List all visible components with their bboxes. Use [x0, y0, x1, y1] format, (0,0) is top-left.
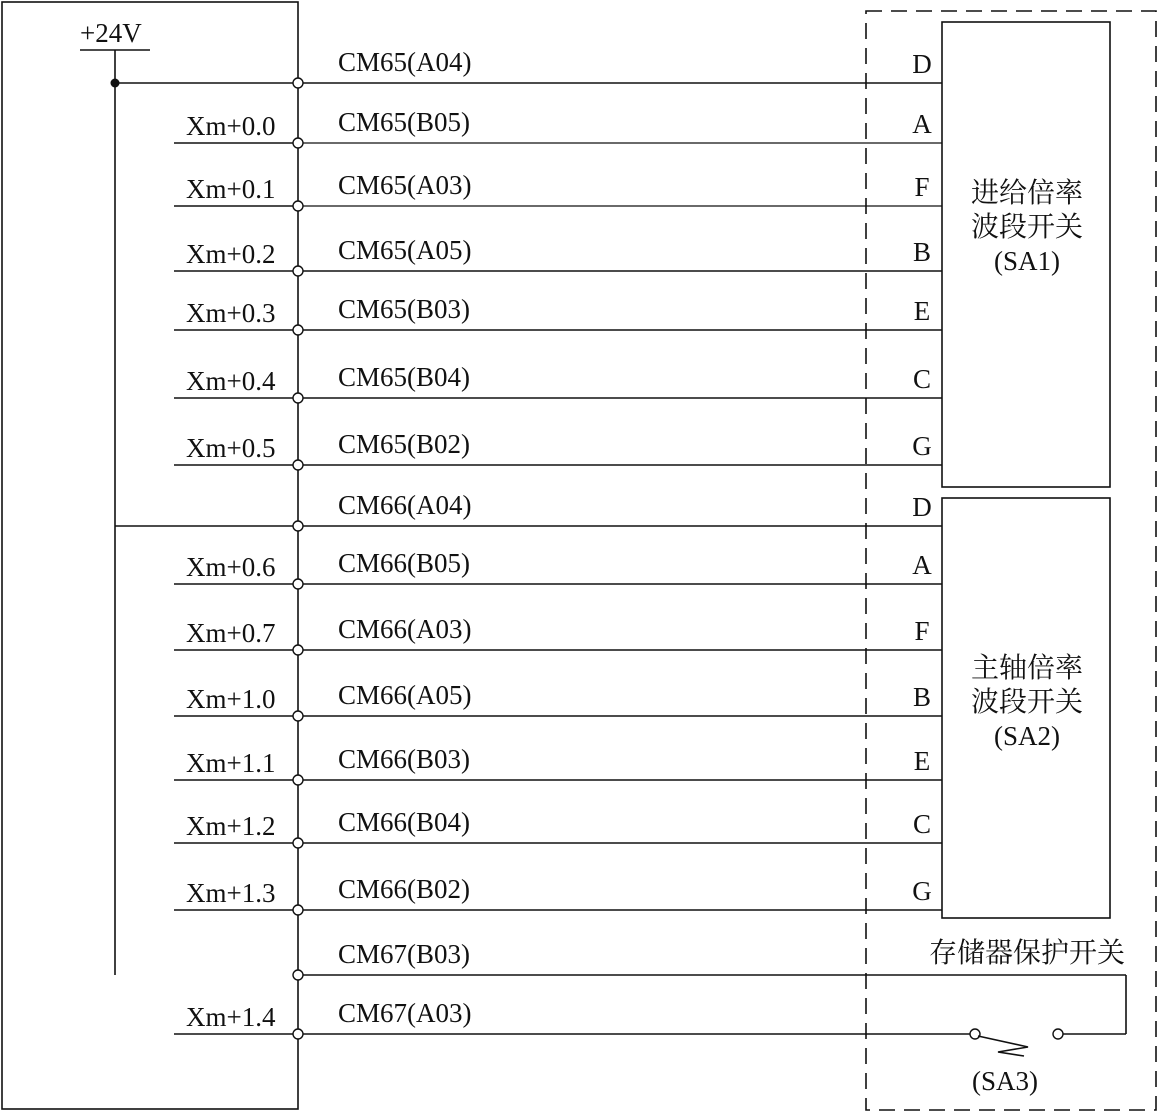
- sa1-name-line1: 进给倍率: [970, 176, 1084, 209]
- pin-label-g1-row-5: C: [912, 364, 932, 394]
- signal-label-g2-row-6: Xm+1.3: [186, 878, 276, 908]
- terminal-g1-row-1: [293, 138, 303, 148]
- pin-label-g1-row-0: D: [912, 49, 932, 79]
- pin-label-g2-row-6: G: [912, 876, 932, 906]
- sa1-designation: (SA1): [994, 246, 1060, 276]
- signal-label-g1-row-6: Xm+0.5: [186, 433, 276, 463]
- pin-label-g2-row-1: A: [912, 550, 932, 580]
- signal-label-g2-row-3: Xm+1.0: [186, 684, 276, 714]
- wiring-rows: [115, 47, 942, 1039]
- connector-label-g2-row-1: CM66(B05): [338, 548, 471, 578]
- connector-label-g1-row-5: CM65(B04): [338, 362, 471, 392]
- sa1-name-line2: 波段开关: [970, 210, 1084, 243]
- signal-label-g2-row-1: Xm+0.6: [186, 552, 276, 582]
- terminal-g3-row-0: [293, 970, 303, 980]
- terminal-g1-row-2: [293, 201, 303, 211]
- signal-label-g1-row-2: Xm+0.1: [186, 174, 276, 204]
- terminal-g3-row-1: [293, 1029, 303, 1039]
- connector-label-g1-row-2: CM65(A03): [338, 170, 472, 200]
- sa3-contact-right: [1053, 1029, 1063, 1039]
- signal-label-g2-row-5: Xm+1.2: [186, 811, 276, 841]
- terminal-g2-row-3: [293, 711, 303, 721]
- signal-label-g1-row-5: Xm+0.4: [186, 366, 276, 396]
- signal-label-g2-row-4: Xm+1.1: [186, 748, 276, 778]
- terminal-g1-row-5: [293, 393, 303, 403]
- connector-label-g1-row-4: CM65(B03): [338, 294, 471, 324]
- sa2-designation: (SA2): [994, 721, 1060, 751]
- connector-label-g1-row-6: CM65(B02): [338, 429, 471, 459]
- supply-label: +24V: [80, 18, 142, 48]
- sa2-name-line1: 主轴倍率: [970, 651, 1084, 684]
- connector-label-g2-row-3: CM66(A05): [338, 680, 472, 710]
- pin-label-g1-row-3: B: [912, 237, 932, 267]
- terminal-g2-row-5: [293, 838, 303, 848]
- connector-label-g1-row-3: CM65(A05): [338, 235, 472, 265]
- sa3-contact-left: [970, 1029, 980, 1039]
- sa3-switch-blade: [978, 1036, 1028, 1056]
- signal-label-g1-row-3: Xm+0.2: [186, 239, 276, 269]
- pin-label-g2-row-3: B: [912, 682, 932, 712]
- terminal-g1-row-0: [293, 78, 303, 88]
- connector-label-g2-row-5: CM66(B04): [338, 807, 471, 837]
- pin-label-g2-row-0: D: [912, 492, 932, 522]
- connector-label-g1-row-0: CM65(A04): [338, 47, 472, 77]
- connector-label-g2-row-0: CM66(A04): [338, 490, 472, 520]
- pin-label-g2-row-4: E: [913, 746, 931, 776]
- pin-label-g2-row-5: C: [912, 809, 932, 839]
- pin-label-g1-row-1: A: [912, 109, 932, 139]
- sa2-name-line2: 波段开关: [970, 685, 1084, 718]
- connector-label-g1-row-1: CM65(B05): [338, 107, 471, 137]
- terminal-g2-row-4: [293, 775, 303, 785]
- terminal-g1-row-3: [293, 266, 303, 276]
- pin-label-g2-row-2: F: [914, 616, 930, 646]
- connector-label-g2-row-4: CM66(B03): [338, 744, 471, 774]
- connector-label-g3-row-1: CM67(A03): [338, 998, 472, 1028]
- signal-label-g2-row-2: Xm+0.7: [186, 618, 276, 648]
- terminal-g1-row-4: [293, 325, 303, 335]
- terminal-g2-row-0: [293, 521, 303, 531]
- terminal-g2-row-1: [293, 579, 303, 589]
- connector-label-g2-row-6: CM66(B02): [338, 874, 471, 904]
- sa3-name: 存储器保护开关: [928, 936, 1126, 969]
- signal-label-g1-row-1: Xm+0.0: [186, 111, 276, 141]
- connector-label-g2-row-2: CM66(A03): [338, 614, 472, 644]
- pin-label-g1-row-6: G: [912, 431, 932, 461]
- connector-label-g3-row-0: CM67(B03): [338, 939, 471, 969]
- signal-label-g3-row-1: Xm+1.4: [186, 1002, 276, 1032]
- signal-label-g1-row-4: Xm+0.3: [186, 298, 276, 328]
- terminal-g2-row-2: [293, 645, 303, 655]
- sa3-designation: (SA3): [972, 1066, 1038, 1096]
- terminal-g2-row-6: [293, 905, 303, 915]
- pin-label-g1-row-4: E: [913, 296, 931, 326]
- terminal-g1-row-6: [293, 460, 303, 470]
- pin-label-g1-row-2: F: [914, 172, 930, 202]
